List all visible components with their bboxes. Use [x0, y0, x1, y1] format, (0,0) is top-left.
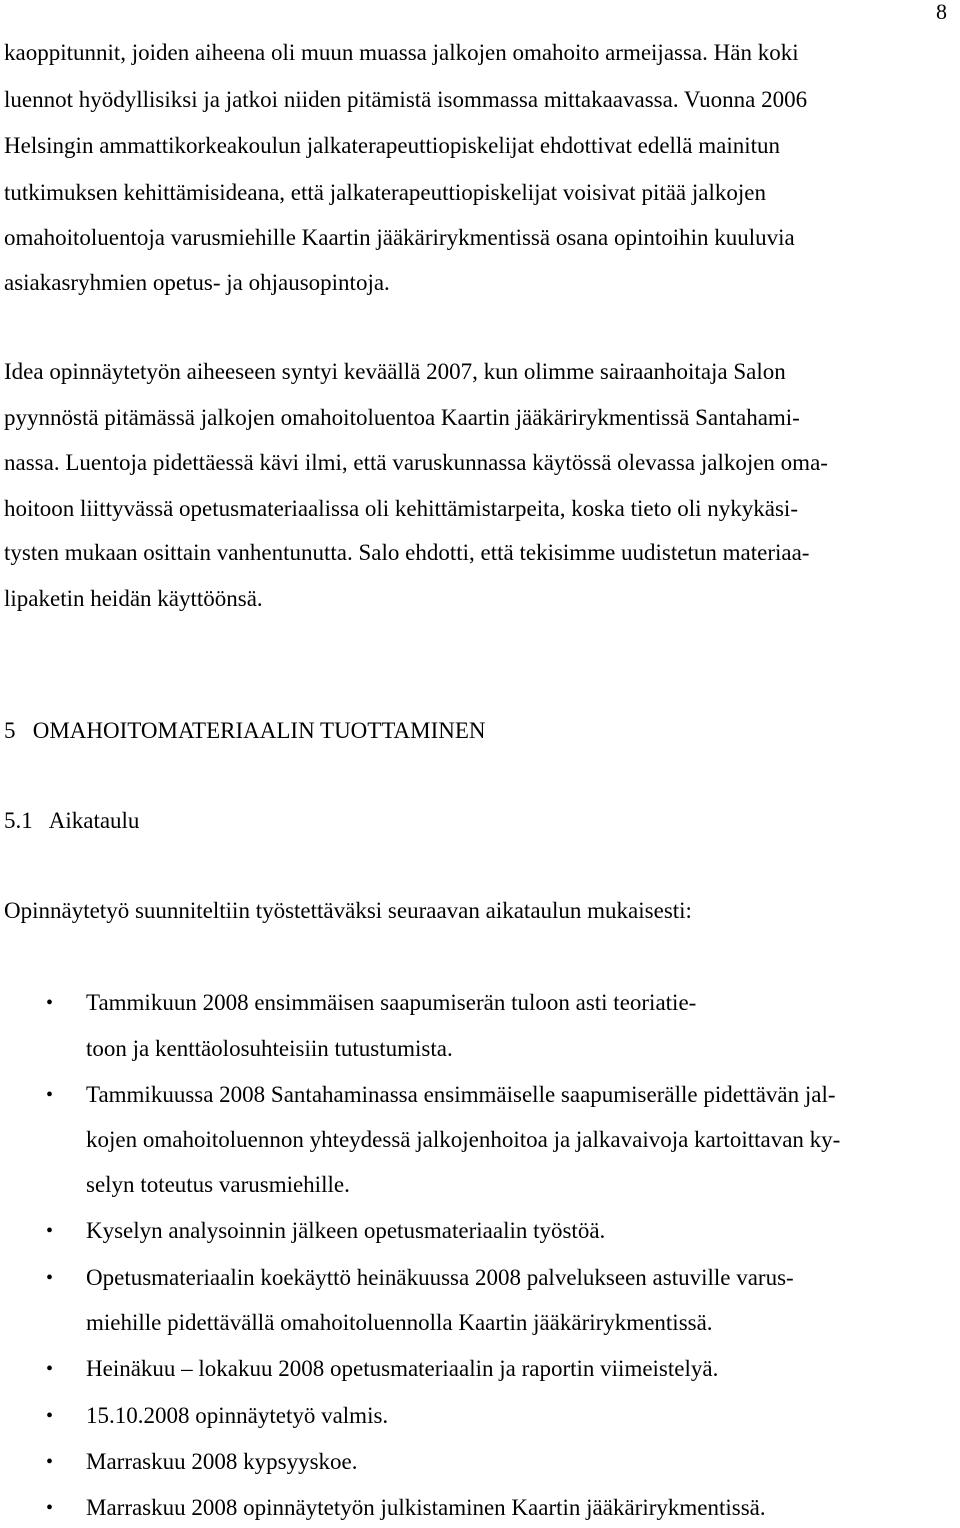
list-item-line: Marraskuu 2008 opinnäytetyön julkistaminen Kaartin jääkärirykmentissä. [86, 1495, 766, 1520]
list-item-line: toon ja kenttäolosuhteisiin tutustumista. [86, 1036, 453, 1061]
list-item-line: selyn toteutus varusmiehille. [86, 1172, 350, 1197]
paragraph-line: tysten mukaan osittain vanhentunutta. Salo ehdotti, että tekisimme uudistetun materiaa- [4, 540, 810, 565]
bullet-icon: • [46, 1451, 54, 1473]
subsection-heading: 5.1 Aikataulu [4, 808, 140, 833]
list-item-line: miehille pidettävällä omahoitoluennolla Kaartin jääkärirykmentissä. [86, 1310, 713, 1335]
bullet-icon: • [46, 1084, 54, 1106]
bullet-icon: • [46, 1267, 54, 1289]
bullet-icon: • [46, 1405, 54, 1427]
paragraph-line: Idea opinnäytetyön aiheeseen syntyi keväällä 2007, kun olimme sairaanhoitaja Salon [4, 359, 786, 384]
list-item-line: Kyselyn analysoinnin jälkeen opetusmateriaalin työstöä. [86, 1218, 606, 1243]
list-item-line: Marraskuu 2008 kypsyyskoe. [86, 1449, 358, 1474]
paragraph-line: omahoitoluentoja varusmiehille Kaartin jääkärirykmentissä osana opintoihin kuuluvia [4, 225, 795, 250]
list-item-line: Opetusmateriaalin koekäyttö heinäkuussa 2008 palvelukseen astuville varus- [86, 1265, 794, 1290]
paragraph-line: kaoppitunnit, joiden aiheena oli muun muassa jalkojen omahoito armeijassa. Hän koki [4, 40, 799, 65]
bullet-icon: • [46, 1497, 54, 1519]
list-item-line: 15.10.2008 opinnäytetyö valmis. [86, 1403, 389, 1428]
bullet-icon: • [46, 1220, 54, 1242]
list-item-line: Tammikuussa 2008 Santahaminassa ensimmäiselle saapumiserälle pidettävän jal- [86, 1082, 836, 1107]
section-heading: 5 OMAHOITOMATERIAALIN TUOTTAMINEN [4, 718, 486, 743]
paragraph-line: tutkimuksen kehittämisideana, että jalkaterapeuttiopiskelijat voisivat pitää jalkojen [4, 180, 766, 205]
paragraph-line: nassa. Luentoja pidettäessä kävi ilmi, että varuskunnassa käytössä olevassa jalkojen oma- [4, 450, 828, 475]
paragraph-line: lipaketin heidän käyttöönsä. [4, 586, 263, 611]
list-item-line: Tammikuun 2008 ensimmäisen saapumiserän tuloon asti teoriatie- [86, 990, 697, 1015]
paragraph-line: asiakasryhmien opetus- ja ohjausopintoja. [4, 270, 390, 295]
schedule-intro: Opinnäytetyö suunniteltiin työstettäväksi seuraavan aikataulun mukaisesti: [4, 898, 692, 923]
paragraph-line: Helsingin ammattikorkeakoulun jalkaterapeuttiopiskelijat ehdottivat edellä mainitun [4, 133, 781, 158]
paragraph-line: luennot hyödyllisiksi ja jatkoi niiden pitämistä isommassa mittakaavassa. Vuonna 2006 [4, 87, 808, 112]
bullet-icon: • [46, 1358, 54, 1380]
page-number: 8 [936, 0, 947, 24]
paragraph-line: pyynnöstä pitämässä jalkojen omahoitoluentoa Kaartin jääkärirykmentissä Santahami- [4, 405, 800, 430]
list-item-line: Heinäkuu – lokakuu 2008 opetusmateriaalin ja raportin viimeistelyä. [86, 1356, 719, 1381]
list-item-line: kojen omahoitoluennon yhteydessä jalkojenhoitoa ja jalkavaivoja kartoittavan ky- [86, 1127, 841, 1152]
bullet-icon: • [46, 992, 54, 1014]
paragraph-line: hoitoon liittyvässä opetusmateriaalissa oli kehittämistarpeita, koska tieto oli nykykäsi- [4, 496, 798, 521]
